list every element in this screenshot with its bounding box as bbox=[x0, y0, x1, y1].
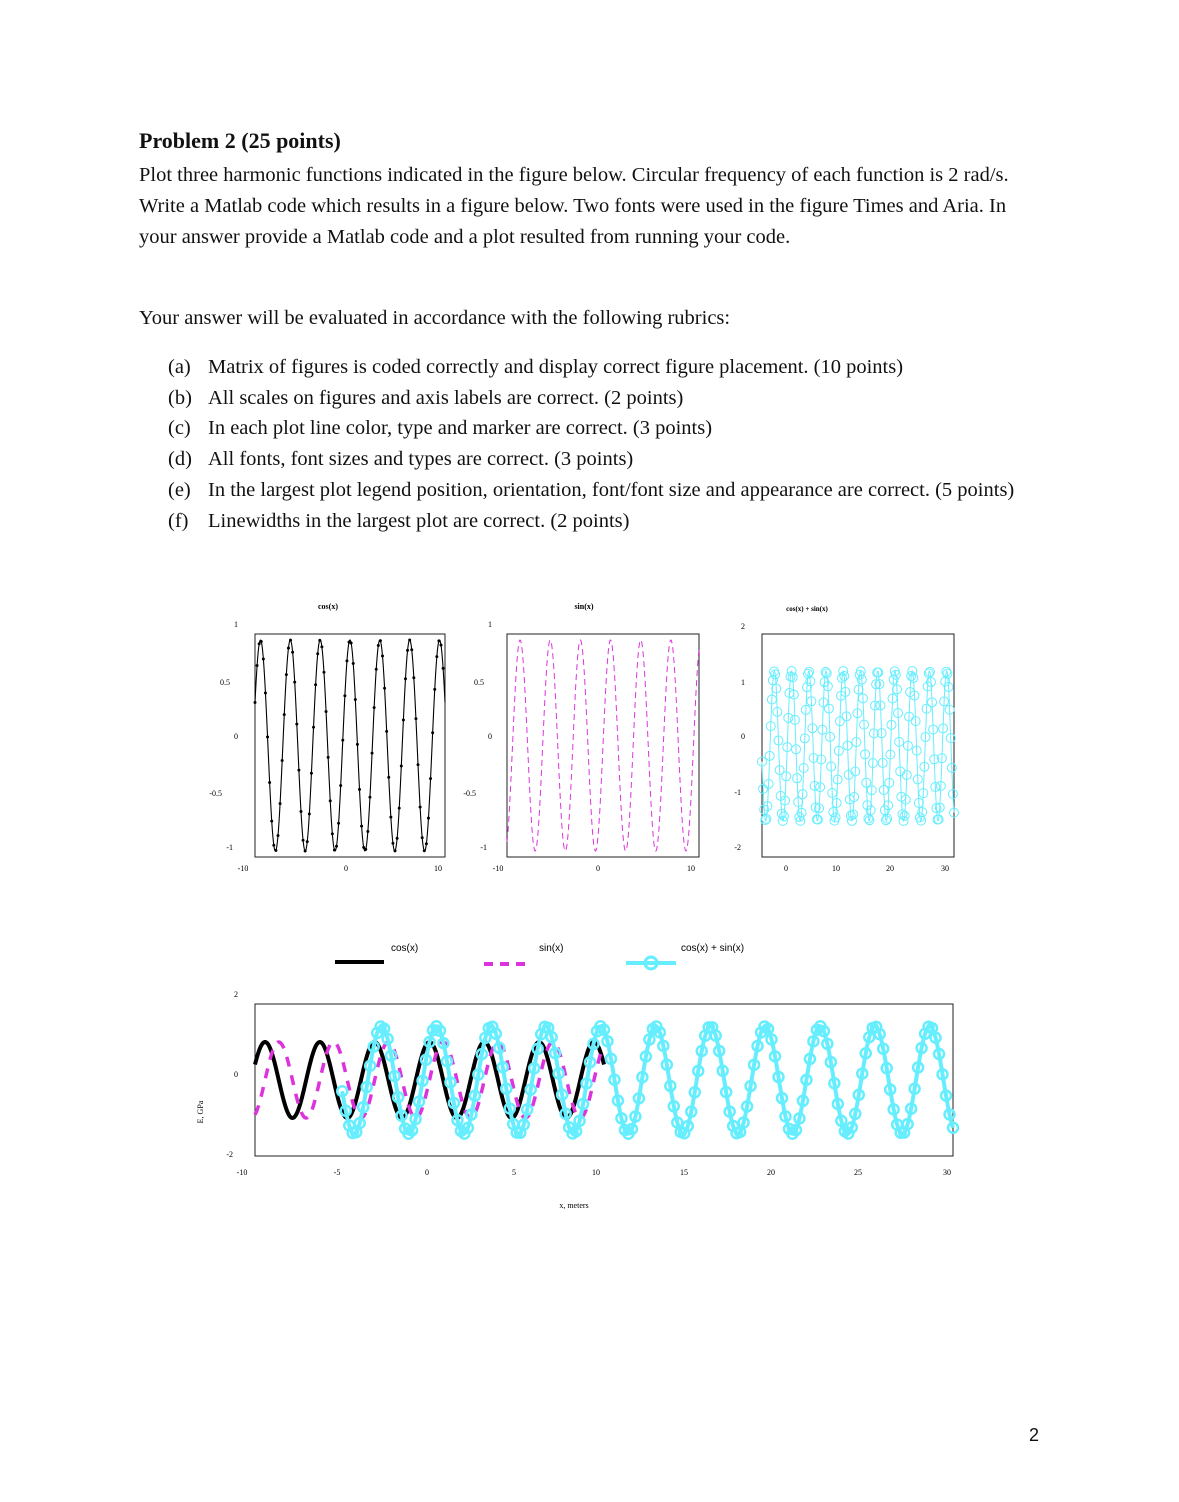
data-point bbox=[394, 850, 397, 853]
x-tick-label: 10 bbox=[832, 864, 840, 873]
data-point bbox=[423, 849, 426, 852]
data-point bbox=[344, 694, 347, 697]
rubric-item bbox=[168, 383, 1048, 414]
data-point bbox=[354, 698, 357, 701]
data-point bbox=[413, 676, 416, 679]
data-point bbox=[337, 822, 340, 825]
data-point bbox=[323, 671, 326, 674]
x-tick-label: -10 bbox=[236, 1168, 248, 1177]
data-point bbox=[327, 756, 330, 759]
data-point bbox=[396, 837, 399, 840]
data-point bbox=[346, 660, 349, 663]
data-point bbox=[335, 845, 338, 848]
subplot-title: sin(x) bbox=[574, 602, 594, 611]
subplot-sin bbox=[463, 602, 699, 873]
legend-label: cos(x) bbox=[391, 943, 419, 954]
y-tick-label: 0 bbox=[741, 732, 745, 741]
x-tick-label: 0 bbox=[784, 864, 788, 873]
data-point bbox=[304, 850, 307, 853]
data-point bbox=[256, 664, 259, 667]
data-point bbox=[312, 726, 315, 729]
subplot-title: cos(x) + sin(x) bbox=[786, 605, 828, 613]
data-point bbox=[331, 833, 334, 836]
data-point bbox=[273, 844, 276, 847]
data-point bbox=[352, 662, 355, 665]
x-tick-label: 0 bbox=[344, 864, 348, 873]
y-tick-label: -1 bbox=[480, 843, 487, 852]
rubric-text: In each plot line color, type and marker are correct. (3 points) bbox=[208, 417, 713, 440]
x-tick-label: 20 bbox=[886, 864, 894, 873]
data-point bbox=[429, 777, 432, 780]
x-axis-label: x, meters bbox=[559, 1201, 589, 1210]
legend-label: cos(x) + sin(x) bbox=[681, 943, 745, 954]
data-point bbox=[427, 817, 430, 820]
legend-label: sin(x) bbox=[539, 943, 564, 954]
main-plot bbox=[196, 990, 958, 1210]
rubric-text: Matrix of figures is coded correctly and display correct figure placement. (10 points) bbox=[208, 356, 904, 378]
data-point bbox=[406, 649, 409, 652]
rubric-text: In the largest plot legend position, orientation, font/font size and appearance are correct. (5 points) bbox=[208, 478, 1015, 501]
data-point bbox=[341, 739, 344, 742]
data-point bbox=[306, 840, 309, 843]
y-tick-label: 0 bbox=[234, 1070, 238, 1079]
rubric-list bbox=[168, 352, 1048, 536]
page-number: 2 bbox=[1029, 1425, 1040, 1445]
y-axis-label: E, GPa bbox=[196, 1100, 205, 1124]
data-point bbox=[360, 825, 363, 828]
data-point bbox=[410, 648, 413, 651]
data-point bbox=[302, 839, 305, 842]
x-tick-label: 15 bbox=[680, 1168, 688, 1177]
data-point bbox=[381, 655, 384, 658]
data-point bbox=[398, 807, 401, 810]
data-point bbox=[442, 667, 445, 670]
data-point bbox=[375, 668, 378, 671]
y-tick-label: 2 bbox=[234, 990, 238, 999]
data-point bbox=[333, 849, 336, 852]
data-point bbox=[377, 644, 380, 647]
data-point bbox=[316, 652, 319, 655]
rubric-text: Linewidths in the largest plot are correct. (2 points) bbox=[208, 509, 630, 532]
data-point bbox=[300, 810, 303, 813]
rubric-label: (a) bbox=[168, 356, 191, 378]
data-point bbox=[329, 800, 332, 803]
subplot-title: cos(x) bbox=[318, 602, 338, 611]
x-tick-label: 10 bbox=[592, 1168, 600, 1177]
data-point bbox=[258, 643, 261, 646]
x-tick-label: 10 bbox=[687, 864, 695, 873]
y-tick-label: 1 bbox=[741, 678, 745, 687]
matlab-figure bbox=[150, 590, 980, 1220]
x-tick-label: 5 bbox=[512, 1168, 516, 1177]
axes-box bbox=[255, 634, 445, 857]
y-tick-label: -1 bbox=[226, 843, 233, 852]
x-tick-label: -5 bbox=[333, 1168, 341, 1177]
data-point bbox=[419, 806, 422, 809]
x-tick-label: -10 bbox=[237, 864, 249, 873]
data-point bbox=[254, 701, 257, 704]
data-point bbox=[321, 646, 324, 649]
y-tick-label: 1 bbox=[488, 620, 492, 629]
data-point bbox=[350, 642, 353, 645]
axes-box bbox=[507, 634, 699, 857]
data-point bbox=[421, 836, 424, 839]
rubric-label: (f) bbox=[168, 509, 189, 532]
legend bbox=[335, 943, 744, 969]
rubric-item bbox=[168, 352, 1048, 383]
data-point bbox=[436, 655, 439, 658]
data-point bbox=[369, 796, 372, 799]
y-tick-label: 0.5 bbox=[474, 678, 484, 687]
x-tick-label: -10 bbox=[492, 864, 504, 873]
data-point bbox=[283, 713, 286, 716]
data-point bbox=[373, 706, 376, 709]
data-point bbox=[264, 692, 267, 695]
data-point bbox=[268, 781, 271, 784]
rubric-item bbox=[168, 444, 1048, 475]
y-tick-label: -0.5 bbox=[463, 789, 476, 798]
rubric-label: (c) bbox=[168, 417, 191, 440]
data-point bbox=[262, 658, 265, 661]
data-point bbox=[440, 644, 443, 647]
y-tick-label: 2 bbox=[741, 622, 745, 631]
data-point bbox=[260, 640, 263, 643]
rubric-label: (b) bbox=[168, 386, 192, 409]
data-point bbox=[433, 688, 436, 691]
rubric-item bbox=[168, 506, 1048, 537]
data-point bbox=[293, 681, 296, 684]
data-point bbox=[289, 639, 292, 642]
data-point bbox=[385, 730, 388, 733]
data-point bbox=[310, 772, 313, 775]
subplot-sum bbox=[734, 605, 958, 873]
data-point bbox=[425, 842, 428, 845]
x-tick-label: 20 bbox=[767, 1168, 775, 1177]
data-point bbox=[408, 639, 411, 642]
data-point bbox=[291, 651, 294, 654]
y-tick-label: -1 bbox=[734, 788, 741, 797]
data-point bbox=[438, 640, 441, 643]
x-tick-label: 30 bbox=[943, 1168, 951, 1177]
rubric-label: (e) bbox=[168, 478, 191, 501]
data-point bbox=[404, 678, 407, 681]
data-point bbox=[339, 784, 342, 787]
data-point bbox=[390, 816, 393, 819]
data-point bbox=[281, 759, 284, 762]
x-tick-label: 10 bbox=[434, 864, 442, 873]
data-point bbox=[270, 820, 273, 823]
problem-statement: Plot three harmonic functions indicated in the figure below. Circular frequency of each function is 2 rad/s. Write a Matlab code which results in a figure below. Two fonts were used in the figure Times and Aria. In your answer provide a Matlab code and a plot resulted from running your code. bbox=[139, 164, 1009, 248]
data-point bbox=[364, 848, 367, 851]
data-point bbox=[296, 723, 299, 726]
data-point bbox=[362, 846, 365, 849]
data-point bbox=[266, 736, 269, 739]
data-point bbox=[387, 776, 390, 779]
y-tick-label: -2 bbox=[734, 843, 741, 852]
y-tick-label: 0 bbox=[488, 732, 492, 741]
subplot-cos bbox=[209, 602, 445, 873]
problem-title: Problem 2 (25 points) bbox=[139, 128, 341, 153]
data-point bbox=[431, 731, 434, 734]
y-tick-label: -2 bbox=[226, 1150, 233, 1159]
rubric-text: All fonts, font sizes and types are correct. (3 points) bbox=[208, 448, 634, 471]
data-point bbox=[356, 743, 359, 746]
data-point bbox=[314, 683, 317, 686]
x-tick-label: 0 bbox=[596, 864, 600, 873]
y-tick-label: -0.5 bbox=[209, 789, 222, 798]
data-point bbox=[287, 647, 290, 650]
data-point bbox=[275, 849, 278, 852]
data-point bbox=[400, 765, 403, 768]
rubric-label: (d) bbox=[168, 448, 192, 471]
y-tick-label: 0 bbox=[234, 732, 238, 741]
x-tick-label: 0 bbox=[425, 1168, 429, 1177]
data-point bbox=[358, 788, 361, 791]
rubric-intro: Your answer will be evaluated in accordance with the following rubrics: bbox=[139, 307, 731, 329]
y-tick-label: 0.5 bbox=[220, 678, 230, 687]
cos-series-line bbox=[255, 640, 445, 851]
data-point bbox=[298, 769, 301, 772]
data-point bbox=[383, 687, 386, 690]
data-point bbox=[279, 802, 282, 805]
data-point bbox=[402, 719, 405, 722]
data-point bbox=[415, 717, 418, 720]
data-point bbox=[277, 834, 280, 837]
data-point bbox=[308, 813, 311, 816]
data-point bbox=[285, 673, 288, 676]
x-tick-label: 25 bbox=[854, 1168, 862, 1177]
rubric-item bbox=[168, 475, 1048, 506]
data-point bbox=[417, 763, 420, 766]
data-point bbox=[367, 830, 370, 833]
data-point bbox=[379, 639, 382, 642]
y-tick-label: 1 bbox=[234, 620, 238, 629]
data-point bbox=[371, 752, 374, 755]
x-tick-label: 30 bbox=[941, 864, 949, 873]
rubric-text: All scales on figures and axis labels are correct. (2 points) bbox=[208, 386, 684, 409]
sin-series-line bbox=[507, 640, 699, 851]
data-point bbox=[392, 842, 395, 845]
data-point bbox=[318, 639, 321, 642]
data-point bbox=[325, 710, 328, 713]
rubric-item bbox=[168, 413, 1048, 444]
